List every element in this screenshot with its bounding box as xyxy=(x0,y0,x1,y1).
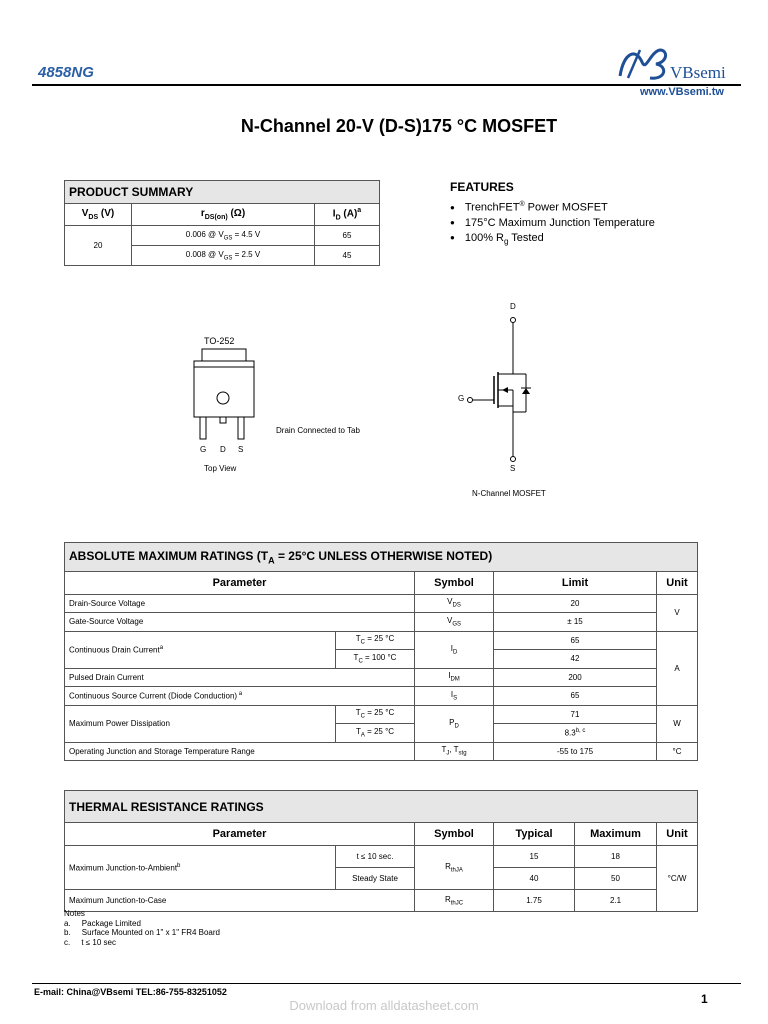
amr-a-unit: A xyxy=(657,631,698,705)
trr-col-unit: Unit xyxy=(657,823,698,846)
amr-idm-limit: 200 xyxy=(494,668,657,687)
amr-col-unit: Unit xyxy=(657,571,698,594)
trr-ja-cond-2: Steady State xyxy=(336,868,415,890)
trr-jc-label: Maximum Junction-to-Case xyxy=(65,890,415,912)
trr-unit: °C/W xyxy=(657,846,698,912)
trr-heading: THERMAL RESISTANCE RATINGS xyxy=(65,791,698,823)
package-name: TO-252 xyxy=(204,336,235,346)
amr-pd-limit-1: 71 xyxy=(494,705,657,724)
col-rds: $r_{DS(on)}$ (Ω) xyxy=(132,204,315,226)
amr-vgs-symbol: $V_{GS}$ xyxy=(415,613,494,632)
amr-w-unit: W xyxy=(657,705,698,742)
amr-v-unit: V xyxy=(657,594,698,631)
pin-s-label: S xyxy=(238,445,244,454)
page-title: N-Channel 20-V (D-S)175 °C MOSFET xyxy=(240,116,558,136)
amr-id-limit-2: 42 xyxy=(494,650,657,669)
amr-id-cond-1: $T_C = 25$ °C xyxy=(336,631,415,650)
amr-col-parameter: Parameter xyxy=(65,571,415,594)
logo-text: VBsemi xyxy=(670,63,726,82)
pin-d-label: D xyxy=(220,445,226,454)
trr-ja-symbol: $R_{thJA}$ xyxy=(415,846,494,890)
amr-vds-label: Drain-Source Voltage xyxy=(65,594,415,613)
amr-pd-symbol: $P_D$ xyxy=(415,705,494,742)
amr-id-limit-1: 65 xyxy=(494,631,657,650)
amr-col-limit: Limit xyxy=(494,571,657,594)
mosfet-symbol-icon xyxy=(464,312,544,462)
amr-pd-cond-1: $T_C = 25$ °C xyxy=(336,705,415,724)
absolute-max-ratings-table xyxy=(64,542,698,761)
amr-pd-label: Maximum Power Dissipation xyxy=(65,705,336,742)
symbol-g-label: G xyxy=(458,394,465,403)
rds-row-2: 0.008 @ $V_{GS} = 2.5$ V xyxy=(132,246,315,266)
product-summary-heading: PRODUCT SUMMARY xyxy=(65,181,380,204)
vbsemi-logo-icon xyxy=(614,42,670,84)
amr-idm-label: Pulsed Drain Current xyxy=(65,668,415,687)
trr-ja-max-2: 50 xyxy=(575,868,657,890)
thermal-resistance-table xyxy=(64,790,698,912)
trr-jc-symbol: $R_{thJC}$ xyxy=(415,890,494,912)
header-divider xyxy=(32,84,741,86)
feature-item: ● 175°C Maximum Junction Temperature xyxy=(450,216,655,231)
trr-ja-typ-1: 15 xyxy=(494,846,575,868)
amr-tj-label: Operating Junction and Storage Temperature Range xyxy=(65,742,415,761)
id-row-1: 65 xyxy=(315,226,380,246)
amr-is-limit: 65 xyxy=(494,687,657,706)
id-row-2: 45 xyxy=(315,246,380,266)
features-list xyxy=(450,198,655,249)
footer-divider xyxy=(32,983,741,984)
amr-c-unit: °C xyxy=(657,742,698,761)
amr-vgs-limit: ± 15 xyxy=(494,613,657,632)
page-number: 1 xyxy=(701,992,708,1006)
amr-id-cond-2: $T_C = 100$ °C xyxy=(336,650,415,669)
trr-col-parameter: Parameter xyxy=(65,823,415,846)
note-item: a. Package Limited xyxy=(64,918,141,928)
trr-ja-max-1: 18 xyxy=(575,846,657,868)
to252-package-icon xyxy=(190,348,260,444)
symbol-caption: N-Channel MOSFET xyxy=(472,489,546,498)
trr-ja-typ-2: 40 xyxy=(494,868,575,890)
amr-idm-symbol: $I_{DM}$ xyxy=(415,668,494,687)
amr-vds-limit: 20 xyxy=(494,594,657,613)
website-link[interactable]: www.VBsemi.tw xyxy=(640,86,724,98)
col-vds: $V_{DS}$ (V) xyxy=(65,204,132,226)
vds-value: 20 xyxy=(65,226,132,266)
amr-id-symbol: $I_D$ xyxy=(415,631,494,668)
product-summary-table xyxy=(64,180,380,266)
amr-vds-symbol: $V_{DS}$ xyxy=(415,594,494,613)
amr-pd-cond-2: $T_A = 25$ °C xyxy=(336,724,415,743)
part-number: 4858NG xyxy=(38,64,94,81)
note-item: b. Surface Mounted on 1" x 1" FR4 Board xyxy=(64,928,220,938)
notes xyxy=(64,909,220,947)
amr-pd-limit-2: 8.3$^{b, c}$ xyxy=(494,724,657,743)
amr-vgs-label: Gate-Source Voltage xyxy=(65,613,415,632)
trr-ja-cond-1: t ≤ 10 sec. xyxy=(336,846,415,868)
top-view-label: Top View xyxy=(204,464,237,473)
trr-col-maximum: Maximum xyxy=(575,823,657,846)
rds-row-1: 0.006 @ $V_{GS} = 4.5$ V xyxy=(132,226,315,246)
trr-ja-label: Maximum Junction-to-Ambient$^b$ xyxy=(65,846,336,890)
trr-col-typical: Typical xyxy=(494,823,575,846)
notes-heading: Notes xyxy=(64,909,85,918)
footer-contact: E-mail: China@VBsemi TEL:86-755-83251052 xyxy=(34,987,227,997)
trr-col-symbol: Symbol xyxy=(415,823,494,846)
trr-jc-typ: 1.75 xyxy=(494,890,575,912)
watermark: Download from alldatasheet.com xyxy=(289,998,479,1013)
symbol-s-label: S xyxy=(510,464,516,473)
pin-g-label: G xyxy=(200,445,207,454)
note-item: c. t ≤ 10 sec xyxy=(64,937,116,947)
amr-heading: ABSOLUTE MAXIMUM RATINGS ($T_A = 25^\circ C$ UNLESS OTHERWISE NOTED) xyxy=(65,543,698,572)
trr-jc-max: 2.1 xyxy=(575,890,657,912)
amr-is-label: Continuous Source Current (Diode Conduction) $^a$ xyxy=(65,687,415,706)
symbol-d-label: D xyxy=(510,302,516,311)
amr-tj-limit: -55 to 175 xyxy=(494,742,657,761)
feature-item: ● 100% $R_g$ Tested xyxy=(450,231,655,249)
amr-is-symbol: $I_S$ xyxy=(415,687,494,706)
amr-col-symbol: Symbol xyxy=(415,571,494,594)
col-id: $I_D$ $(A)^a$ xyxy=(315,204,380,226)
drain-tab-note: Drain Connected to Tab xyxy=(276,426,360,435)
features-heading: FEATURES xyxy=(450,180,514,194)
feature-item: ● TrenchFET® Power MOSFET xyxy=(450,198,655,216)
amr-id-label: Continuous Drain Current$^a$ xyxy=(65,631,336,668)
amr-tj-symbol: $T_J$, $T_{stg}$ xyxy=(415,742,494,761)
